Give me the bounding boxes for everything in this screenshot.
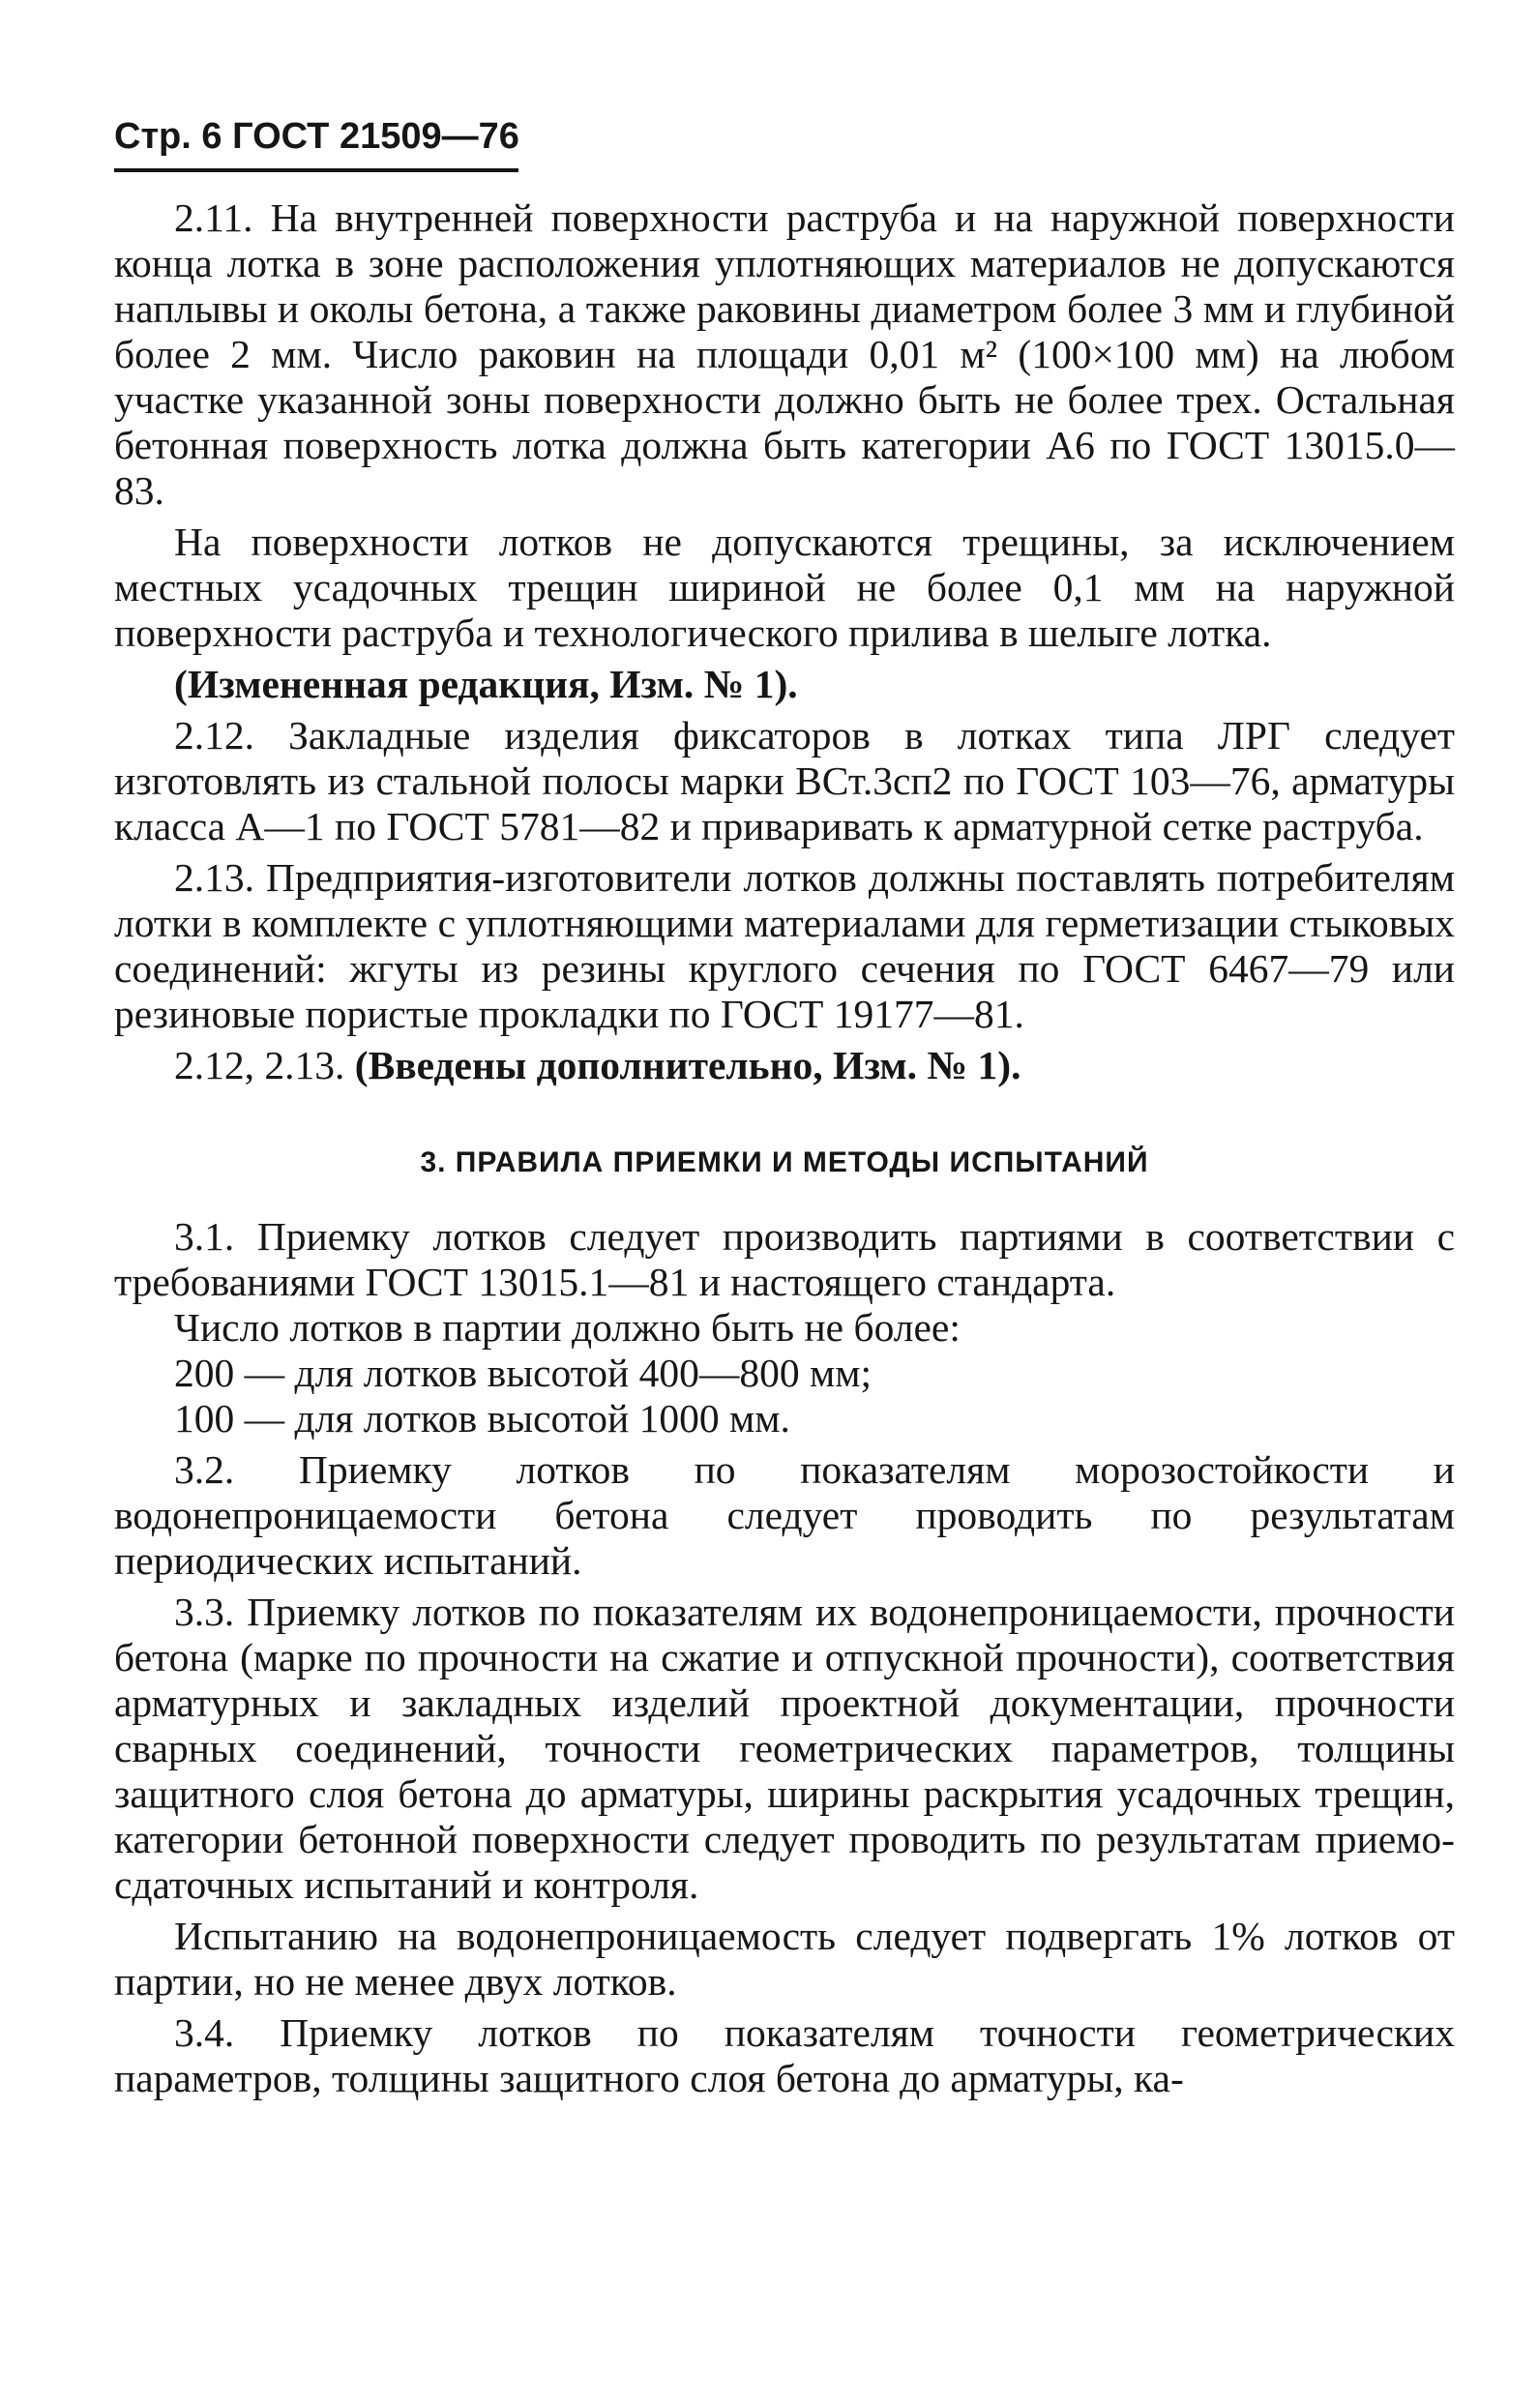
document-body [114,195,1455,2101]
page-label: Стр. 6 [114,116,222,157]
paragraph-3-4: 3.4. Приемку лотков по показателям точности геометрических параметров, толщины защитного слоя бетона до арматуры, ка- [114,2010,1455,2100]
paragraph-2-11: 2.11. На внутренней поверхности раструба и на наружной поверхности конца лотка в зоне расположения уплотняющих материалов не допускаются наплывы и околы бетона, а также раковины диаметром более 3 мм и глубиной более 2 мм. Число раковин на площади 0,01 м² (100×100 мм) на любом участке указанной зоны поверхности должно быть не более трех. Остальная бетонная поверхность лотка должна быть категории А6 по ГОСТ 13015.0—83. [114,195,1455,513]
paragraph-2-13: 2.13. Предприятия-изготовители лотков должны поставлять потребителям лотки в комплекте с уплотняющими материалами для герметизации стыковых соединений: жгуты из резины круглого сечения по ГОСТ 6467—79 или резиновые пористые прокладки по ГОСТ 19177—81. [114,855,1455,1036]
standard-number: ГОСТ 21509—76 [232,116,519,157]
paragraph-2-11-cracks: На поверхности лотков не допускаются трещины, за исключением местных усадочных трещин шириной не более 0,1 мм на наружной поверхности раструба и технологического прилива в шелыге лотка. [114,520,1455,655]
note-prefix: 2.12, 2.13. [174,1043,345,1087]
paragraph-3-1-item-200: 200 — для лотков высотой 400—800 мм; [174,1351,873,1395]
page-header [114,108,1455,164]
paragraph-2-12: 2.12. Закладные изделия фиксаторов в лотках типа ЛРГ следует изготовлять из стальной полосы марки ВСт.3сп2 по ГОСТ 103—76, арматуры класса А—1 по ГОСТ 5781—82 и приваривать к арматурной сетке раструба. [114,713,1455,848]
document-page [114,108,1455,2101]
paragraph-3-1-count: Число лотков в партии должно быть не более: [174,1305,961,1350]
paragraph-3-1-item-100: 100 — для лотков высотой 1000 мм. [174,1396,790,1441]
paragraph-3-2: 3.2. Приемку лотков по показателям морозостойкости и водонепроницаемости бетона следует проводить по результатам периодических испытаний. [114,1447,1455,1583]
header-rule [114,168,518,172]
note-text: (Введены дополнительно, Изм. № 1). [354,1043,1021,1087]
amendment-note-2-11: (Измененная редакция, Изм. № 1). [174,662,798,706]
paragraph-3-1: 3.1. Приемку лотков следует производить партиями в соответствии с требованиями ГОСТ 13015.1—81 и настоящего стандарта. [114,1214,1455,1304]
section-3-title: 3. ПРАВИЛА ПРИЕМКИ И МЕТОДЫ ИСПЫТАНИЙ [420,1146,1149,1178]
paragraph-3-3: 3.3. Приемку лотков по показателям их водонепроницаемости, прочности бетона (марке по прочности на сжатие и отпускной прочности), соответствия арматурных и закладных изделий проектной документации, прочности сварных соединений, точности геометрических параметров, толщины защитного слоя бетона до арматуры, ширины раскрытия усадочных трещин, категории бетонной поверхности следует проводить по результатам приемо-сдаточных испытаний и контроля. [114,1590,1455,1907]
amendment-note-2-12-2-13 [114,1043,1455,1088]
paragraph-3-3-water: Испытанию на водонепроницаемость следует подвергать 1% лотков от партии, но не менее двух лотков. [114,1914,1455,2004]
